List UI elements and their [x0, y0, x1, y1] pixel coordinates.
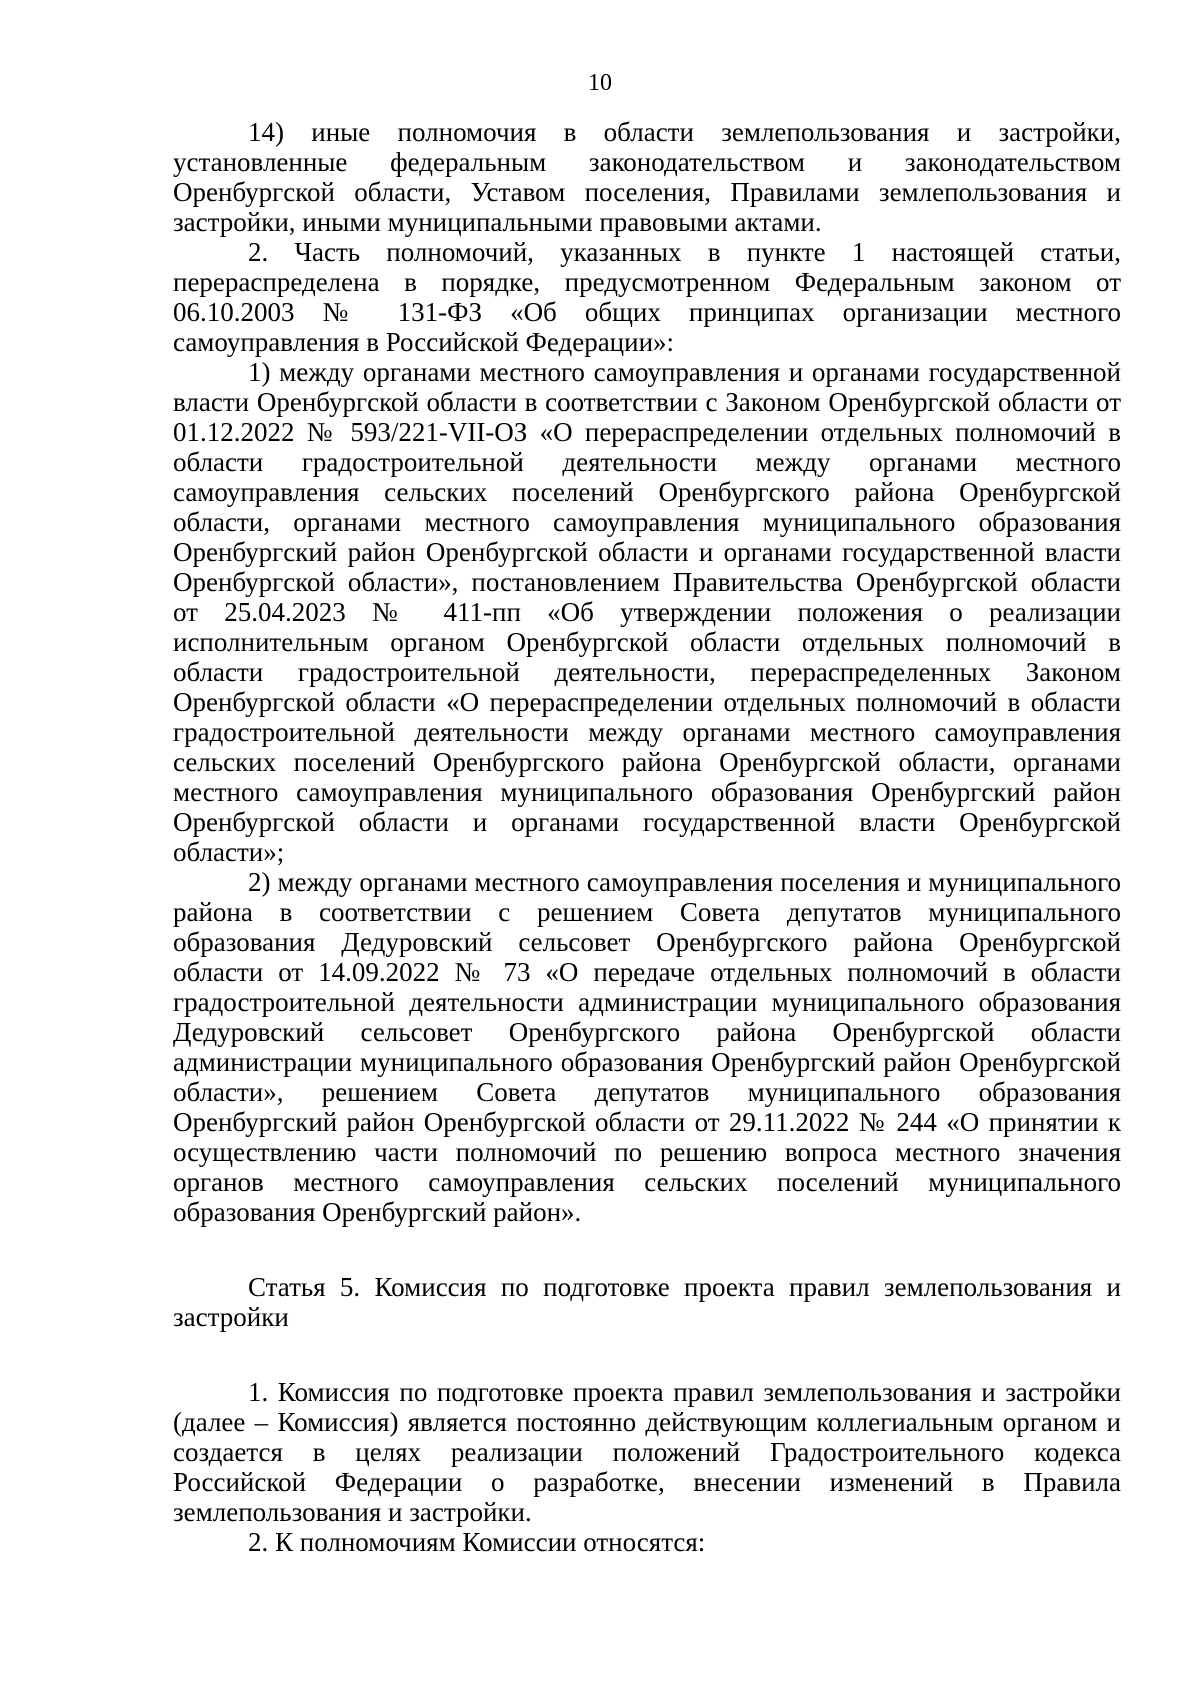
- page-number: 10: [588, 70, 612, 96]
- paragraph-2: 2. Часть полномочий, указанных в пункте 1 настоящей статьи, перераспределена в порядке, предусмотренном Федеральным законом от 06.10.2003 № 131-ФЗ «Об общих принципах организации местного самоуправления в Российской Федерации»:: [173, 237, 1121, 357]
- article-5-paragraph-1: 1. Комиссия по подготовке проекта правил землепользования и застройки (далее – Комиссия) является постоянно действующим коллегиальным органом и создается в целях реализации положений Градостроительного кодекса Российской Федерации о разработке, внесении изменений в Правила землепользования и застройки.: [173, 1377, 1121, 1527]
- article-5-heading: Статья 5. Комиссия по подготовке проекта правил землепользования и застройки: [173, 1272, 1121, 1332]
- document-body: [173, 117, 1121, 1557]
- paragraph-2-item-1: 1) между органами местного самоуправления и органами государственной власти Оренбургской области в соответствии с Законом Оренбургской области от 01.12.2022 № 593/221-VII-ОЗ «О перераспределении отдельных полномочий в области градостроительной деятельности между органами местного самоуправления сельских поселений Оренбургского района Оренбургской области, органами местного самоуправления муниципального образования Оренбургский район Оренбургской области и органами государственной власти Оренбургской области», постановлением Правительства Оренбургской области от 25.04.2023 № 411-пп «Об утверждении положения о реализации исполнительным органом Оренбургской области отдельных полномочий в области градостроительной деятельности, перераспределенных Законом Оренбургской области «О перераспределении отдельных полномочий в области градостроительной деятельности между органами местного самоуправления сельских поселений Оренбургского района Оренбургской области, органами местного самоуправления муниципального образования Оренбургский район Оренбургской области и органами государственной власти Оренбургской области»;: [173, 357, 1121, 867]
- spacer: [173, 1332, 1121, 1377]
- article-5-paragraph-2: 2. К полномочиям Комиссии относятся:: [248, 1527, 706, 1557]
- paragraph-2-item-2: 2) между органами местного самоуправления поселения и муниципального района в соответствии с решением Совета депутатов муниципального образования Дедуровский сельсовет Оренбургского района Оренбургской области от 14.09.2022 № 73 «О передаче отдельных полномочий в области градостроительной деятельности администрации муниципального образования Дедуровский сельсовет Оренбургского района Оренбургской области администрации муниципального образования Оренбургский район Оренбургской области», решением Совета депутатов муниципального образования Оренбургский район Оренбургской области от 29.11.2022 № 244 «О принятии к осуществлению части полномочий по решению вопроса местного значения органов местного самоуправления сельских поселений муниципального образования Оренбургский район».: [173, 867, 1121, 1227]
- paragraph-item-14: 14) иные полномочия в области землепользования и застройки, установленные федеральным законодательством и законодательством Оренбургской области, Уставом поселения, Правилами землепользования и застройки, иными муниципальными правовыми актами.: [173, 117, 1121, 237]
